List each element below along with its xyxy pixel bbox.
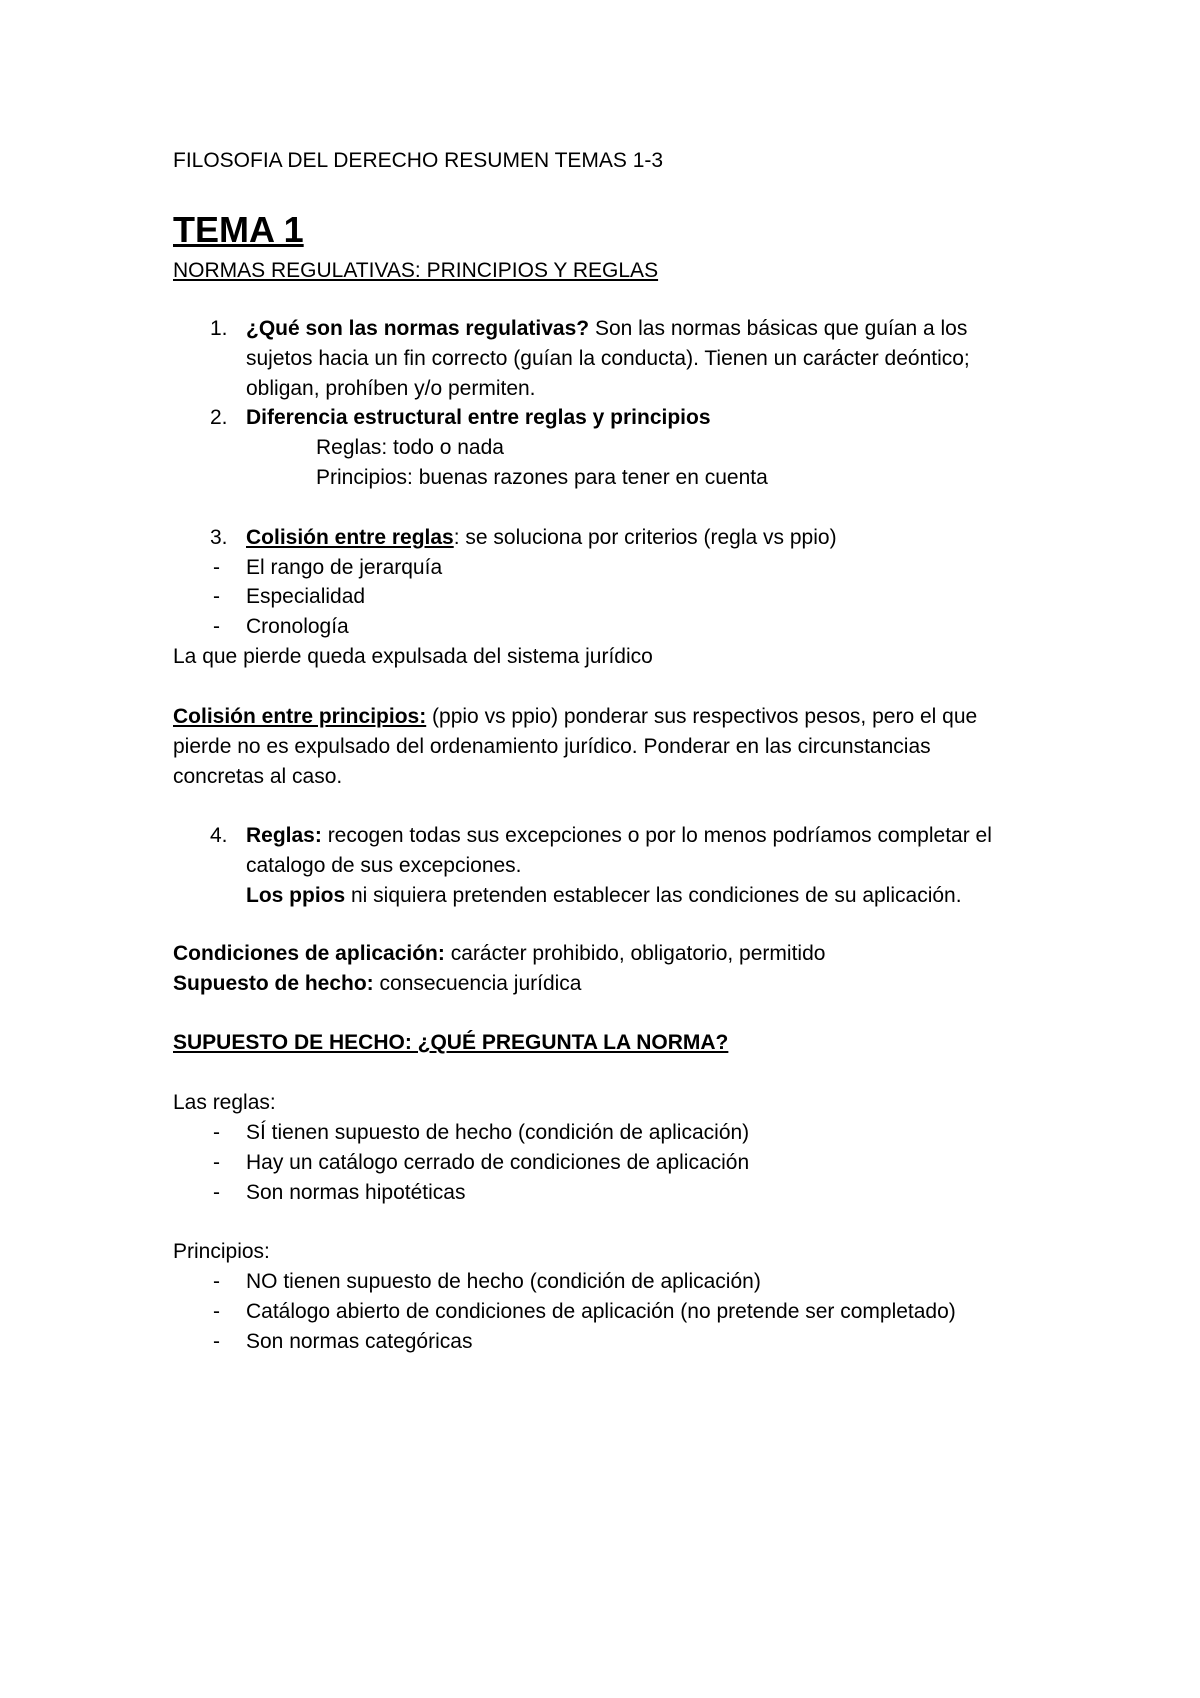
tema-heading: TEMA 1 (173, 209, 304, 250)
principios-label: Principios: (173, 1240, 270, 1263)
item-3-conclusion: La que pierde queda expulsada del sistema jurídico (173, 645, 653, 668)
item-3-heading: Colisión entre reglas (246, 526, 454, 549)
item-4-number: 4. (210, 824, 228, 847)
item-4-line-2: catalogo de sus excepciones. (246, 854, 522, 877)
bullet-dash: - (213, 1121, 220, 1144)
supuesto-text: consecuencia jurídica (373, 972, 582, 995)
bullet-dash: - (213, 556, 220, 579)
item-4-line-1 (246, 825, 992, 846)
principios-bullet: Catálogo abierto de condiciones de aplicación (no pretende ser completado) (246, 1300, 956, 1323)
reglas-label: Las reglas: (173, 1091, 276, 1114)
item-4-text: recogen todas sus excepciones o por lo menos podríamos completar el (321, 824, 992, 847)
bullet-dash: - (213, 1300, 220, 1323)
bullet-dash: - (213, 1181, 220, 1204)
item-2-reglas: Reglas: todo o nada (316, 436, 504, 459)
section-heading: SUPUESTO DE HECHO: ¿QUÉ PREGUNTA LA NORMA? (173, 1031, 729, 1054)
item-3-bullet: El rango de jerarquía (246, 556, 443, 579)
reglas-bullet: Son normas hipotéticas (246, 1181, 466, 1204)
item-1-line-3: obligan, prohíben y/o permiten. (246, 377, 536, 400)
item-3-bullet: Cronología (246, 615, 349, 638)
principios-bullet: Son normas categóricas (246, 1330, 473, 1353)
principles-collision-line-2: pierde no es expulsado del ordenamiento jurídico. Ponderar en las circunstancias (173, 735, 931, 758)
bullet-dash: - (213, 1270, 220, 1293)
conditions-text: carácter prohibido, obligatorio, permitido (444, 942, 826, 965)
item-4-line-3 (246, 885, 962, 906)
reglas-bullet: Hay un catálogo cerrado de condiciones de aplicación (246, 1151, 750, 1174)
bullet-dash: - (213, 1330, 220, 1353)
item-4-heading: Reglas: (246, 824, 322, 847)
bullet-dash: - (213, 585, 220, 608)
item-1-answer: Son las normas básicas que guían a los (589, 317, 968, 340)
bullet-dash: - (213, 615, 220, 638)
principles-collision-line-1 (173, 706, 977, 727)
item-3-bullet: Especialidad (246, 585, 366, 608)
principles-collision-line-3: concretas al caso. (173, 765, 343, 788)
document-title: FILOSOFIA DEL DERECHO RESUMEN TEMAS 1-3 (173, 149, 664, 172)
principles-collision-text: (ppio vs ppio) ponderar sus respectivos pesos, pero el que (426, 705, 978, 728)
bullet-dash: - (213, 1151, 220, 1174)
item-2-number: 2. (210, 406, 228, 429)
supuesto-line (173, 973, 581, 994)
item-1-line-2: sujetos hacia un fin correcto (guían la conducta). Tienen un carácter deóntico; (246, 347, 970, 370)
item-3-text: : se soluciona por criterios (regla vs ppio) (453, 526, 837, 549)
item-1-number: 1. (210, 317, 228, 340)
conditions-label: Condiciones de aplicación: (173, 942, 445, 965)
item-3-line (246, 527, 837, 548)
item-4-ppios-label: Los ppios (246, 884, 346, 907)
item-2-heading: Diferencia estructural entre reglas y principios (246, 406, 711, 429)
principles-collision-heading: Colisión entre principios: (173, 705, 427, 728)
item-3-number: 3. (210, 526, 228, 549)
item-1-line-1 (246, 318, 967, 339)
item-2-principios: Principios: buenas razones para tener en cuenta (316, 466, 768, 489)
conditions-line (173, 943, 825, 964)
principios-bullet: NO tienen supuesto de hecho (condición de aplicación) (246, 1270, 761, 1293)
item-1-question: ¿Qué son las normas regulativas? (246, 317, 590, 340)
supuesto-label: Supuesto de hecho: (173, 972, 374, 995)
reglas-bullet: SÍ tienen supuesto de hecho (condición de aplicación) (246, 1121, 750, 1144)
tema-subheading: NORMAS REGULATIVAS: PRINCIPIOS Y REGLAS (173, 259, 659, 282)
item-4-ppios-text: ni siquiera pretenden establecer las condiciones de su aplicación. (345, 884, 962, 907)
